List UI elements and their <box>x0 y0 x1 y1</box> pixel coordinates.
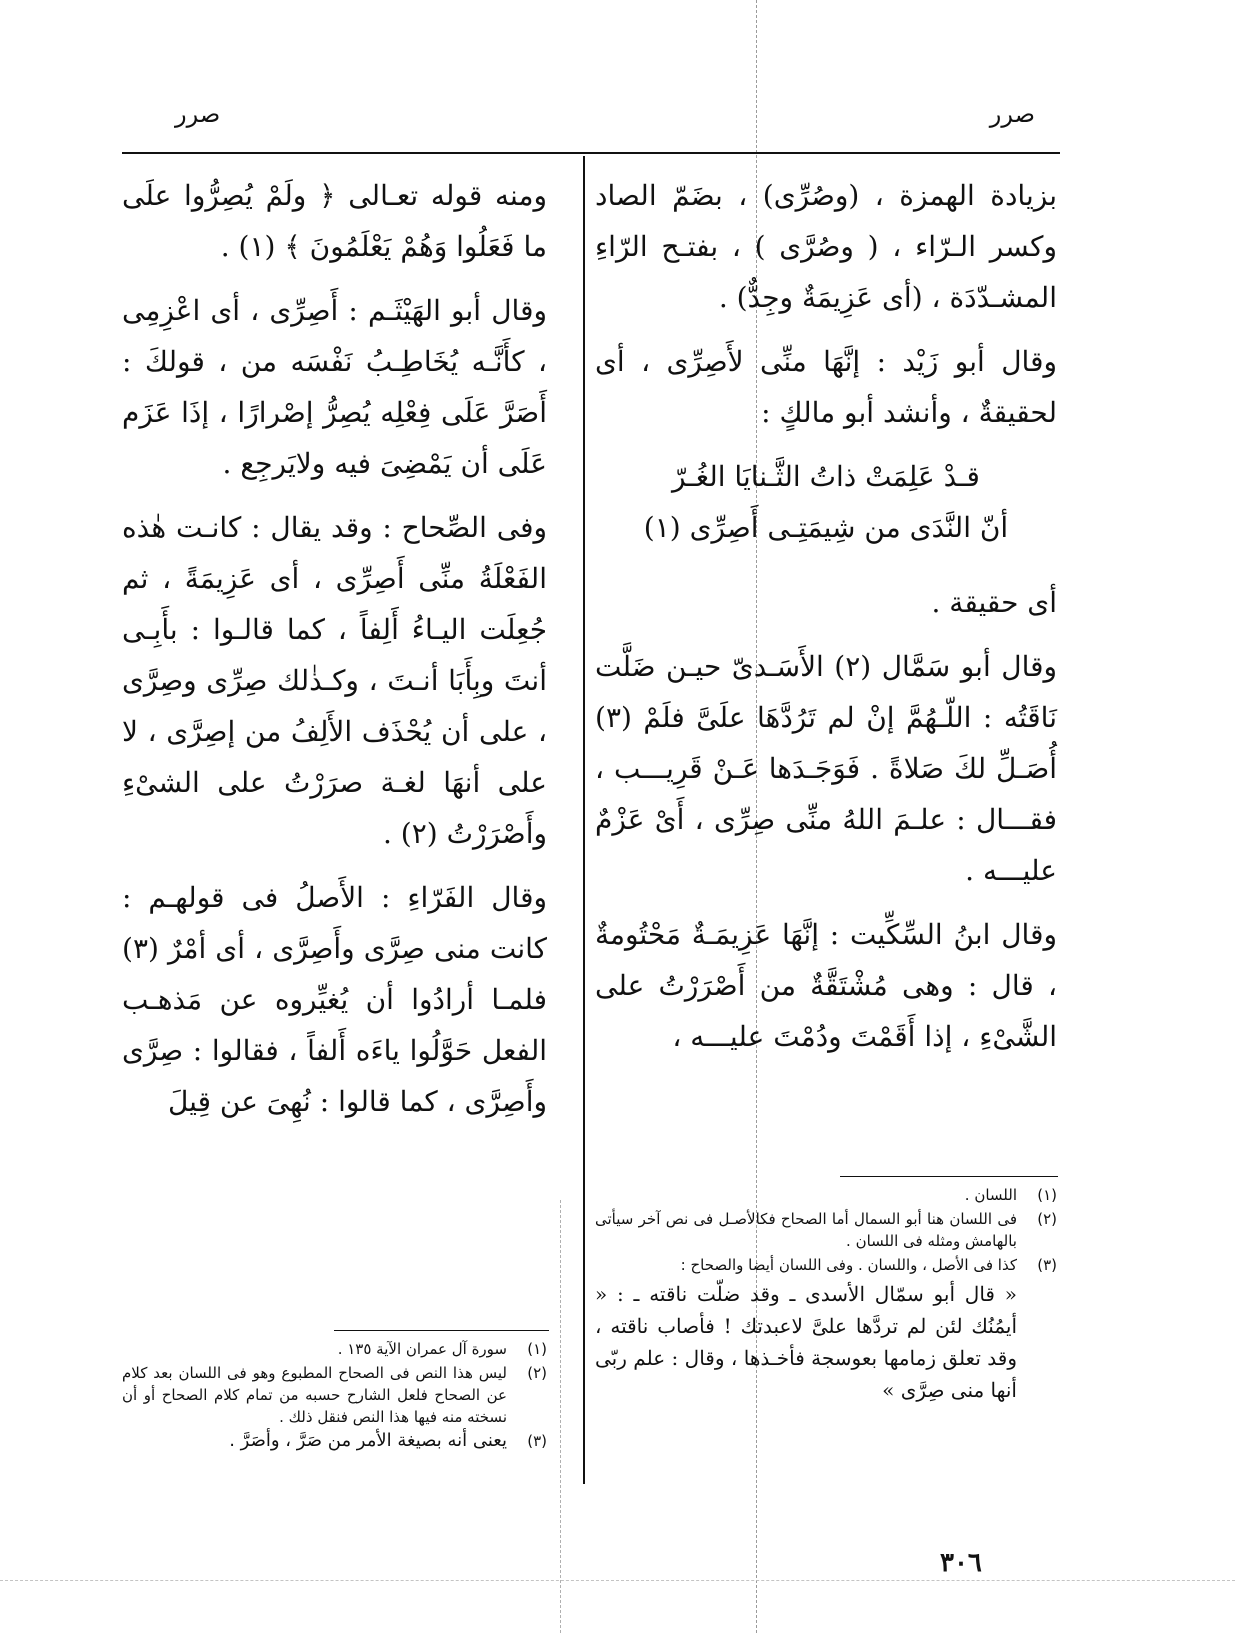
footnote-text: اللسان . <box>964 1186 1017 1204</box>
footnote <box>595 1254 1057 1276</box>
running-head-right: صرر <box>989 100 1035 128</box>
header-rule <box>122 152 1060 154</box>
footnote-text: ليس هذا النص فى الصحاح المطبوع وهو فى اللسان بعد كلام عن الصحاح فلعل الشارح حسبه من تمام كلام الصحاح أو أن نسخته منه فيها هذا النص فنقل ذلك . <box>122 1364 507 1426</box>
paragraph: وقال الفَرّاءِ : الأَصلُ فى قولهـم : كانت منى صِرَّى وأَصِرَّى ، أى أمْرٌ (٣) فلمـا أرادُوا أن يُغيِّروه عن مَذهـب الفعل حَوَّلُوا ياءَه أَلفاً ، فقالوا : صِرَّى وأَصِرَّى ، كما قالوا : نُهِىَ عن قِيلَ <box>122 881 548 1118</box>
paragraph: بزيادة الهمزة ، (وصُرِّى) ، بضَمّ الصاد وكسر الـرّاء ، ( وصُرَّى ) ، بفتـح الرّاءِ المشـدّدَة ، (أى عَزِيمَةٌ وجِدٌّ) . <box>595 179 1057 314</box>
footnote-number: (١) <box>527 1340 547 1358</box>
column-divider <box>583 156 585 1484</box>
footnote <box>595 1184 1057 1206</box>
footnote-text: سورة آل عمران الآية ١٣٥ . <box>337 1340 507 1358</box>
footnote-rule-right <box>840 1176 1058 1177</box>
footnote-number: (٢) <box>1037 1210 1057 1228</box>
footnote-rule-left <box>334 1330 549 1331</box>
paragraph: وفى الصِّحاح : وقد يقال : كانـت هٰذه الفَعْلَةُ منِّى أَصِرِّى ، أى عَزِيمَةً ، ثم جُعِلَت اليـاءُ أَلِفاً ، كما قالـوا : بأَبِـى أنتَ وبِأَبَا أنـتَ ، وكـذٰلك صِرِّى وصِرَّى ، على أن يُحْذَف الأَلِفُ من إصِرَّى ، لا على أنهَا لغـة صرَرْتُ على الشىْءِ وأَصْرَرْتُ (٢) . <box>122 511 547 850</box>
left-column <box>122 170 547 1140</box>
footnote <box>122 1362 547 1428</box>
footnote-text: فى اللسان هنا أبو السمال أما الصحاح فكالأصـل فى نص آخر سيأتى بالهامش ومثله فى اللسان . <box>595 1210 1017 1250</box>
verse-line: أنّ النَّدَى من شِيمَتِـى أَصِرِّى (١) <box>643 511 1009 544</box>
right-footnotes <box>595 1184 1057 1408</box>
footnote-number: (١) <box>1037 1186 1057 1204</box>
scan-fold-line-lower <box>560 1200 561 1633</box>
footnote-number: (٢) <box>527 1364 547 1382</box>
left-footnotes <box>122 1338 547 1454</box>
verse-line: قـدْ عَلِمَتْ ذاتُ الثَّـنايَا الغُـرّ <box>672 460 980 493</box>
footnote-text: كذا فى الأصل ، واللسان . وفى اللسان أيضا والصحاح : <box>680 1256 1017 1274</box>
footnote <box>122 1430 547 1452</box>
right-column <box>595 170 1057 1075</box>
paragraph: ومنه قوله تعـالى ﴿ ولَمْ يُصِرُّوا علَى ما فَعَلُوا وَهُمْ يَعْلَمُونَ ﴾ (١) . <box>122 179 547 263</box>
footnote-quote-text: « قال أبو سمّال الأسدى ـ وقد ضلّت ناقته ـ : « أيمُنُك لئن لم تردَّها علىَّ لاعبدتك ! فأصاب ناقته ، وقد تعلق زمامها بعوسجة فأخـذها ، وقال : علم ربّى أنها منى صِرَّى » <box>595 1282 1017 1402</box>
footnote-number: (٣) <box>1037 1256 1057 1274</box>
paragraph: وقال أبو الهَيْثَـم : أَصِرِّى ، أى اعْزِمِى ، كأَنَّـه يُخَاطِـبُ نَفْسَه من ، قولكَ : أَصَرَّ عَلَى فِعْلِه يُصِرُّ إصْرارًا ، إذَا عَزَم عَلَى أن يَمْضِىَ فيه ولايَرجِع . <box>122 294 547 480</box>
running-head-left: صرر <box>175 100 221 128</box>
paragraph: أى حقيقة . <box>931 586 1057 619</box>
paragraph: وقال أبو سَمَّال (٢) الأَسَـدىّ حيـن ضَلَّت نَاقَتُه : اللّـهُمَّ إنْ لم تَرُدَّهَا علَىَّ فلَمْ (٣) أُصَـلِّ لكَ صَلاةً . فَوَجَـدَها عَـنْ قَرِيـــب ، فقـــال : علـمَ اللهُ منِّى صِرِّى ، أَىْ عَزْمٌ عليـــه . <box>595 650 1058 887</box>
paragraph: وقال أبو زَيْد : إنَّهَا منِّى لأَصِرِّى ، أى لحقيقةٌ ، وأنشد أبو مالكٍ : <box>595 345 1057 429</box>
footnote <box>595 1208 1057 1252</box>
footnote-text: يعنى أنه بصيغة الأمر من صَرَّ ، وأصَرَّ . <box>229 1430 507 1451</box>
footnote <box>122 1338 547 1360</box>
footnote-quote <box>595 1278 1057 1406</box>
footnote-number: (٣) <box>527 1432 547 1450</box>
paragraph: وقال ابنُ السِّكِّيت : إنَّهَا عَزِيمَـةٌ مَحْتُومةٌ ، قال : وهى مُشْتَقَّةٌ من أَصْرَرْتُ على الشَّىْءِ ، إذا أَقَمْتَ ودُمْتَ عليـــه ، <box>595 918 1057 1053</box>
page-number: ٣٠٦ <box>940 1548 982 1578</box>
scan-fold-line-horizontal <box>0 1580 1235 1581</box>
